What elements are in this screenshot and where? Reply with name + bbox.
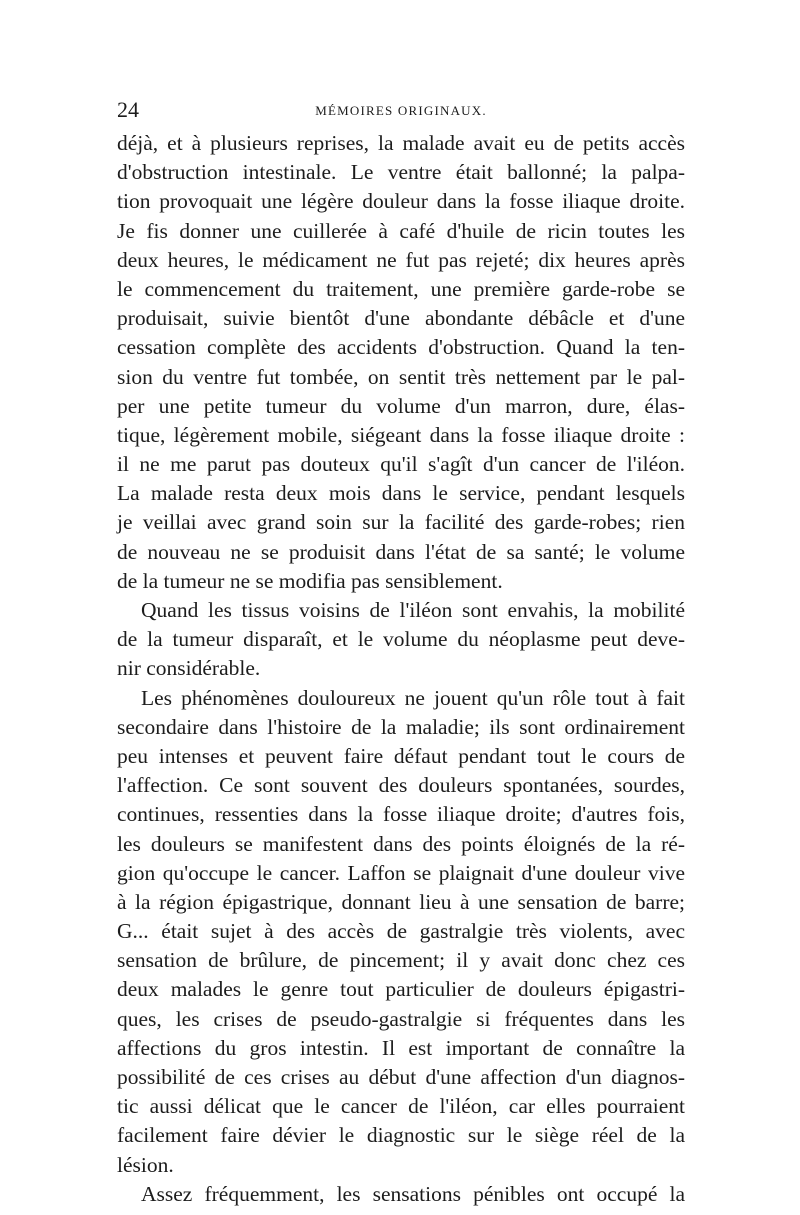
text-line: cessation complète des accidents d'obstruction. Quand la ten- — [117, 335, 685, 360]
text-line: ques, les crises de pseudo-gastralgie si fréquentes dans les — [117, 1006, 685, 1031]
page-number: 24 — [117, 97, 139, 122]
text-line: déjà, et à plusieurs reprises, la malade avait eu de petits accès — [117, 131, 685, 155]
text-line: le commencement du traitement, une première garde-robe se — [117, 276, 685, 301]
text-line: les douleurs se manifestent dans des points éloignés de la ré- — [117, 831, 685, 856]
text-line: sensation de brûlure, de pincement; il y avait donc chez ces — [117, 948, 685, 973]
text-line: sion du ventre fut tombée, on sentit très nettement par le pal- — [117, 364, 685, 389]
text-line: il ne me parut pas douteux qu'il s'agît d'un cancer de l'iléon. — [117, 452, 685, 477]
text-line: Je fis donner une cuillerée à café d'huile de ricin toutes les — [117, 218, 685, 243]
text-line: l'affection. Ce sont souvent des douleurs spontanées, sourdes, — [117, 773, 685, 798]
text-line: La malade resta deux mois dans le service, pendant lesquels — [117, 481, 685, 506]
text-line: de nouveau ne se produisit dans l'état de sa santé; le volume — [117, 539, 685, 564]
text-line: à la région épigastrique, donnant lieu à une sensation de barre; — [117, 889, 685, 914]
text-line: secondaire dans l'histoire de la maladie; ils sont ordinairement — [117, 714, 685, 739]
text-line: continues, ressenties dans la fosse iliaque droite; d'autres fois, — [117, 802, 685, 827]
running-title: MÉMOIRES ORIGINAUX. — [315, 103, 487, 118]
body-text — [117, 129, 685, 1209]
text-line: je veillai avec grand soin sur la facilité des garde-robes; rien — [117, 510, 685, 535]
text-line: Les phénomènes douloureux ne jouent qu'un rôle tout à fait — [141, 685, 685, 710]
text-line: nir considérable. — [117, 656, 261, 681]
text-line: per une petite tumeur du volume d'un marron, dure, élas- — [117, 393, 685, 418]
text-line: lésion. — [117, 1152, 174, 1177]
text-line: Quand les tissus voisins de l'iléon sont envahis, la mobilité — [141, 598, 685, 622]
text-line: produisait, suivie bientôt d'une abondante débâcle et d'une — [117, 306, 685, 331]
text-line: de la tumeur ne se modifia pas sensiblement. — [117, 568, 503, 593]
text-line: de la tumeur disparaît, et le volume du néoplasme peut deve- — [117, 627, 685, 652]
text-line: tique, légèrement mobile, siégeant dans la fosse iliaque droite : — [117, 422, 685, 447]
text-line: affections du gros intestin. Il est important de connaître la — [117, 1035, 685, 1060]
text-line: possibilité de ces crises au début d'une affection d'un diagnos- — [117, 1065, 685, 1089]
text-line: deux heures, le médicament ne fut pas rejeté; dix heures après — [117, 247, 685, 272]
text-line: facilement faire dévier le diagnostic sur le siège réel de la — [117, 1123, 685, 1148]
text-line: gion qu'occupe le cancer. Laffon se plaignait d'une douleur vive — [117, 860, 685, 885]
text-line: peu intenses et peuvent faire défaut pendant tout le cours de — [117, 743, 685, 768]
text-line: tic aussi délicat que le cancer de l'iléon, car elles pourraient — [117, 1094, 685, 1119]
text-line: d'obstruction intestinale. Le ventre était ballonné; la palpa- — [117, 160, 685, 185]
text-line: Assez fréquemment, les sensations pénibles ont occupé la — [141, 1181, 685, 1206]
text-line: G... était sujet à des accès de gastralgie très violents, avec — [117, 919, 685, 944]
text-line: deux malades le genre tout particulier de douleurs épigastri- — [117, 977, 685, 1002]
text-line: tion provoquait une légère douleur dans la fosse iliaque droite. — [117, 189, 685, 214]
page-header — [117, 96, 685, 126]
